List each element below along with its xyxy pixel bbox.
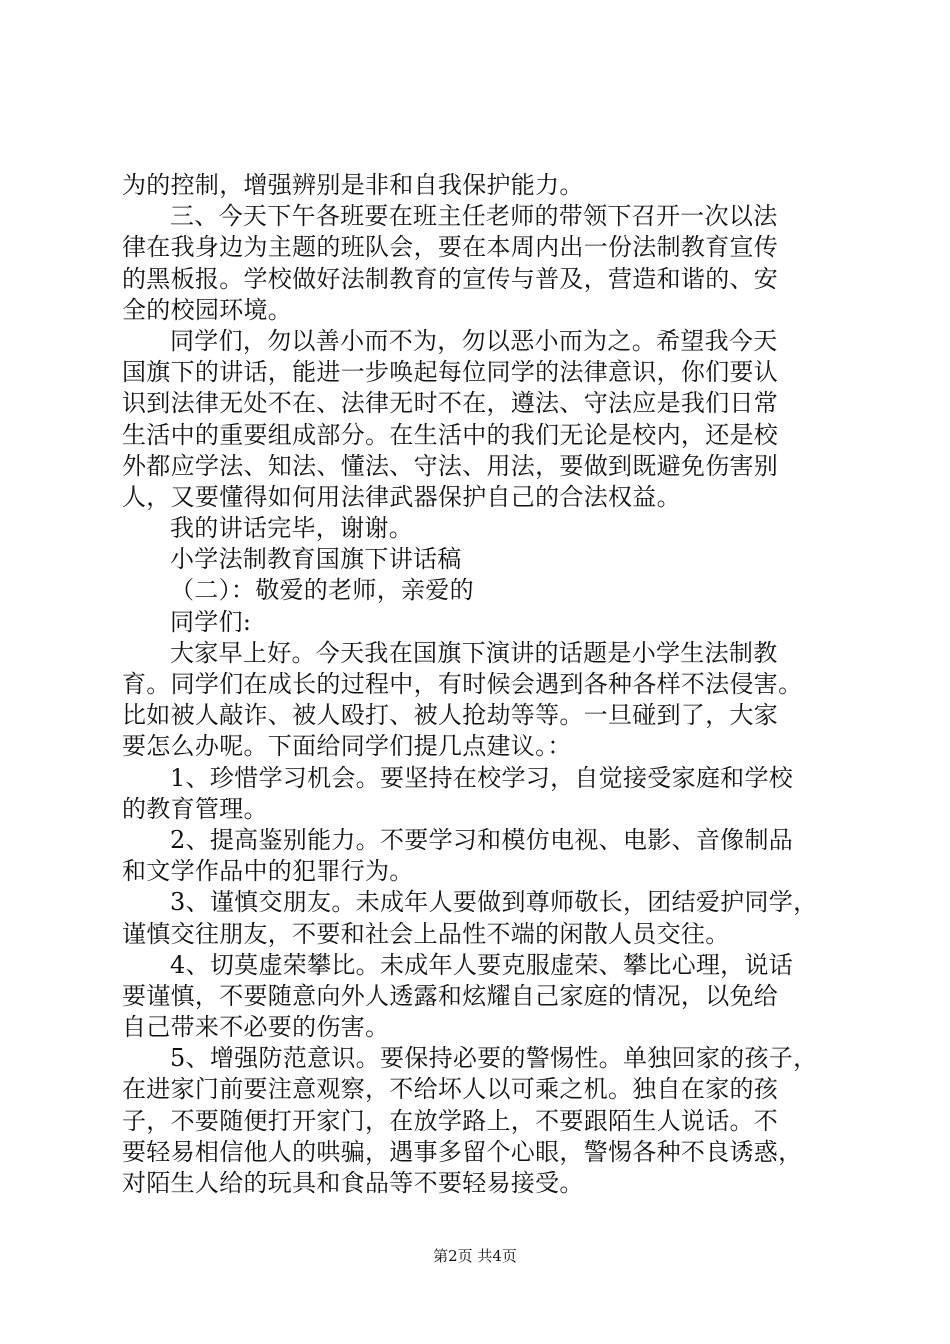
text-line: 律在我身边为主题的班队会，要在本周内出一份法制教育宣传 <box>122 233 779 262</box>
text-line: 5、增强防范意识。要保持必要的警惕性。单独回家的孩子， <box>170 1044 818 1073</box>
text-line: 的黑板报。学校做好法制教育的宣传与普及，营造和谐的、安 <box>122 264 779 293</box>
text-line: 同学们: <box>170 607 252 636</box>
text-line: 育。同学们在成长的过程中，有时候会遇到各种各样不法侵害。 <box>122 670 803 698</box>
text-line: 我的讲话完毕，谢谢。 <box>170 514 413 543</box>
text-line: 对陌生人给的玩具和食品等不要轻易接受。 <box>122 1169 584 1197</box>
text-line: 在进家门前要注意观察，不给坏人以可乘之机。独自在家的孩 <box>122 1075 779 1104</box>
text-line: 2、提高鉴别能力。不要学习和模仿电视、电影、音像制品 <box>170 825 794 854</box>
text-line: 外都应学法、知法、懂法、守法、用法，要做到既避免伤害别 <box>122 451 779 480</box>
text-line: 为的控制，增强辨别是非和自我保护能力。 <box>122 171 584 199</box>
text-line: 全的校园环境。 <box>122 295 293 324</box>
text-line: 4、切莫虚荣攀比。未成年人要克服虚荣、攀比心理，说话 <box>170 950 794 979</box>
text-line: 子，不要随便打开家门，在放学路上，不要跟陌生人说话。不 <box>122 1106 779 1135</box>
text-line: 要轻易相信他人的哄骗，遇事多留个心眼，警惕各种不良诱惑， <box>122 1137 803 1166</box>
text-line: 人，又要懂得如何用法律武器保护自己的合法权益。 <box>122 482 681 511</box>
text-line: 要谨慎，不要随意向外人透露和炫耀自己家庭的情况，以免给 <box>122 981 779 1010</box>
text-line: 谨慎交往朋友，不要和社会上品性不端的闲散人员交往。 <box>122 919 730 948</box>
text-line: 生活中的重要组成部分。在生活中的我们无论是校内，还是校 <box>122 420 779 449</box>
text-line: 识到法律无处不在、法律无时不在，遵法、守法应是我们日常 <box>122 389 779 418</box>
text-line: （二）：敬爱的老师，亲爱的 <box>170 576 474 605</box>
text-line: 比如被人敲诈、被人殴打、被人抢劫等等。一旦碰到了，大家 <box>122 701 779 730</box>
text-line: 1、珍惜学习机会。要坚持在校学习，自觉接受家庭和学校 <box>170 763 794 792</box>
text-line: 和文学作品中的犯罪行为。 <box>122 857 414 886</box>
text-line: 3、谨慎交朋友。未成年人要做到尊师敬长，团结爱护同学， <box>170 888 818 917</box>
text-line: 的教育管理。 <box>122 794 268 823</box>
text-line: 要怎么办呢。下面给同学们提几点建议。： <box>122 732 572 761</box>
text-line: 小学法制教育国旗下讲话稿 <box>170 545 462 574</box>
document-body <box>122 170 834 1199</box>
page-footer: 第2页 共4页 <box>433 1247 517 1265</box>
text-line: 同学们，勿以善小而不为，勿以恶小而为之。希望我今天 <box>170 326 778 355</box>
text-line: 自己带来不必要的伤害。 <box>122 1013 390 1042</box>
text-line: 大家早上好。今天我在国旗下演讲的话题是小学生法制教 <box>170 638 778 667</box>
text-line: 三、今天下午各班要在班主任老师的带领下召开一次以法 <box>170 202 778 231</box>
text-line: 国旗下的讲话，能进一步唤起每位同学的法律意识，你们要认 <box>122 358 779 387</box>
